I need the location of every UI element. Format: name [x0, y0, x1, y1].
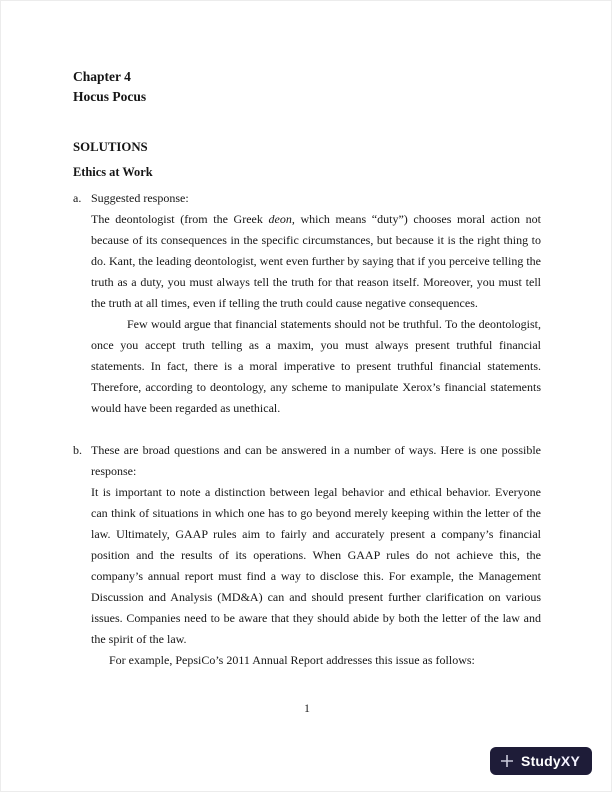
item-b-paragraph-1: It is important to note a distinction between legal behavior and ethical behavior. Everyone can think of situations in which one has to go beyond merely keeping within the letter of the law. Ultimately, GAAP rules aim to fairly and accurately present a company’s financial position and the results of its operations. When GAAP rules do not achieve this, the company’s annual report must find a way to disclose this. For example, the Management Discussion and Analysis (MD&A) can and should present further clarification on various issues. Companies need to be aware that they should abide by both the letter of the law and the spirit of the law.	[91, 485, 541, 646]
list-item-b	[73, 440, 541, 671]
page-content	[73, 67, 541, 671]
item-b-intro: These are broad questions and can be answered in a number of ways. Here is one possible response:	[91, 443, 541, 478]
brand-name-study: Study	[521, 753, 561, 769]
item-b-body	[91, 440, 541, 671]
item-a-paragraph-2: Few would argue that financial statements should not be truthful. To the deontologist, once you accept truth telling as a maxim, you must always present truthful financial statements. In fact, there is a moral imperative to present truthful financial statements. Therefore, according to deontology, any scheme to manipulate Xerox’s financial statements would have been regarded as unethical.	[91, 317, 541, 415]
list-item-a	[73, 188, 541, 419]
ethics-at-work-heading: Ethics at Work	[73, 165, 153, 179]
chapter-number: Chapter 4	[73, 69, 131, 84]
solutions-heading: SOLUTIONS	[73, 140, 148, 154]
item-a-paragraph-1-text-start: The deontologist (from the Greek	[91, 212, 269, 226]
brand-name	[521, 753, 580, 769]
item-a-body	[91, 188, 541, 419]
chapter-heading	[73, 67, 541, 107]
item-a-label: a.	[73, 191, 82, 205]
item-a-paragraph-1-text-end: which means “duty”) chooses moral action not because of its consequences in the specific circumstances, but because it is the right thing to do. Kant, the leading deontologist, went even further by saying that if you perceive telling the truth as a duty, you must always tell the truth for that reason itself. Moreover, you must tell the truth at all times, even if telling the truth could cause negative consequences.	[91, 212, 541, 310]
plus-icon	[500, 754, 514, 768]
page-number: 1	[304, 701, 310, 715]
item-b-paragraph-2: For example, PepsiCo’s 2011 Annual Report addresses this issue as follows:	[109, 653, 475, 667]
item-a-intro: Suggested response:	[91, 191, 189, 205]
brand-name-xy: XY	[560, 753, 580, 769]
item-a-paragraph-1	[91, 209, 541, 314]
studyxy-logo-badge[interactable]	[490, 747, 592, 775]
chapter-title: Hocus Pocus	[73, 89, 147, 104]
item-a-paragraph-1-italic-term: deon,	[268, 212, 295, 226]
item-b-label: b.	[73, 443, 82, 457]
